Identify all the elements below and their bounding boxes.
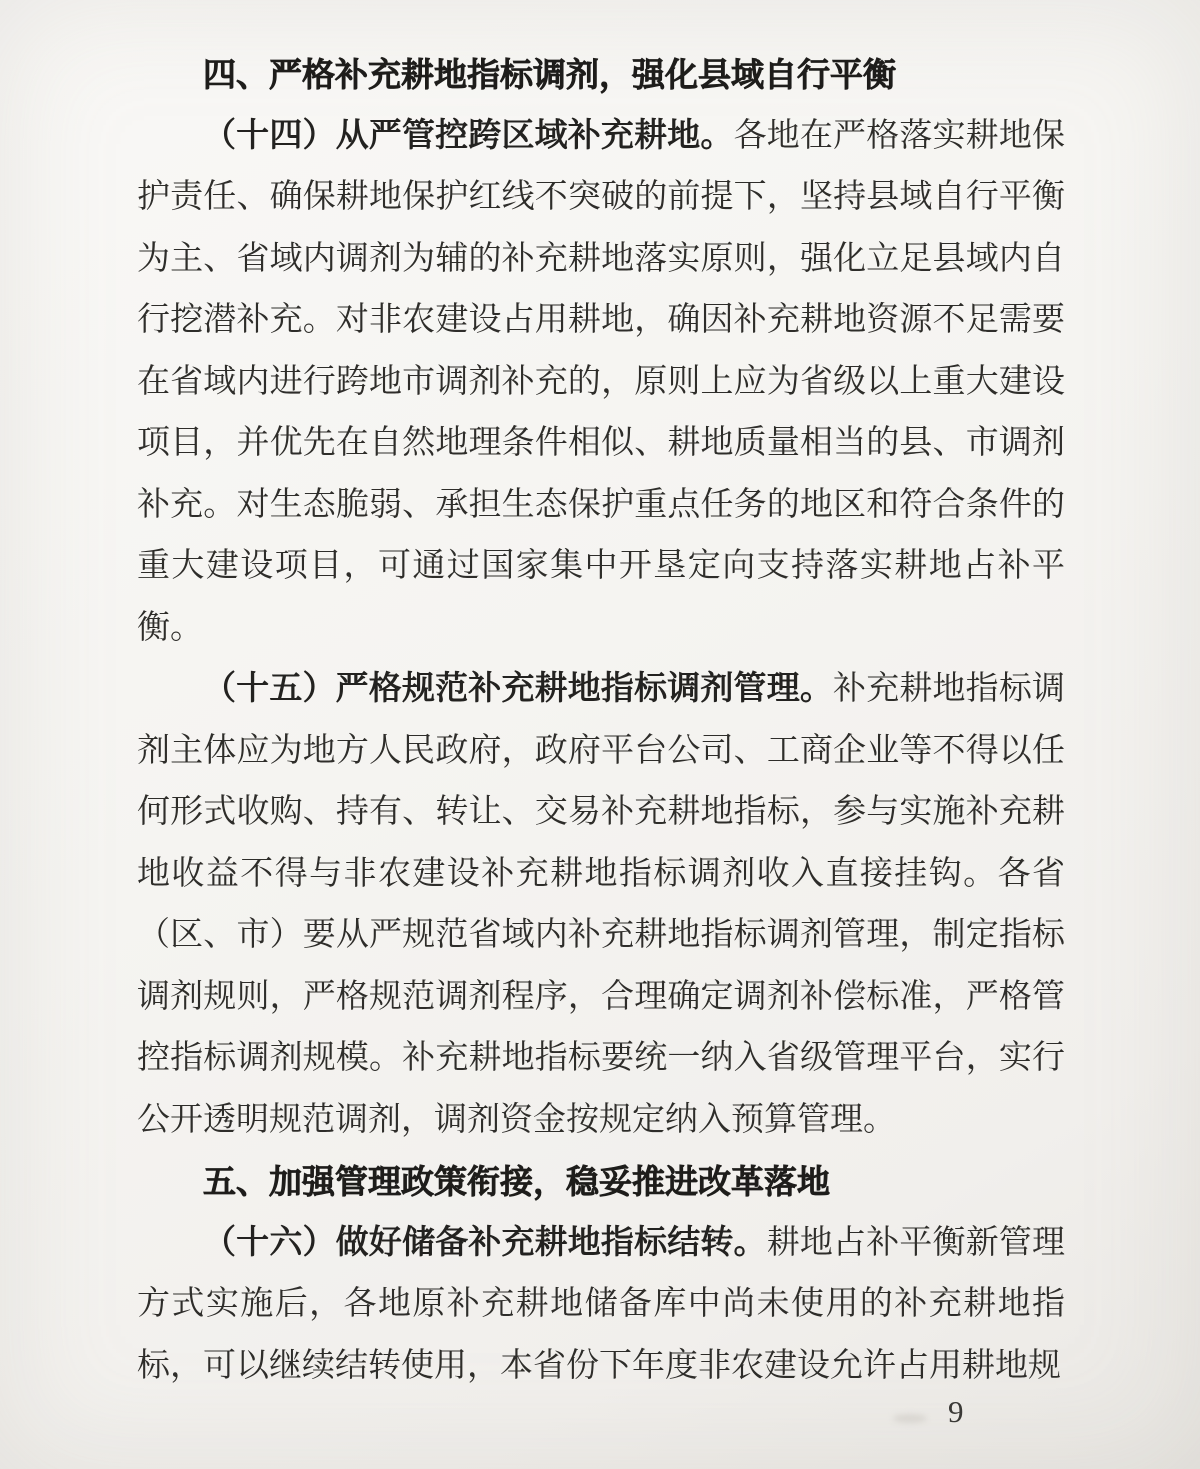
paragraph-15 — [137, 659, 1065, 1151]
paragraph-16-body: 耕地占补平衡新管理方式实施后，各地原补充耕地储备库中尚未使用的补充耕地指标，可以继续结转使用，本省份下年度非农建设允许占用耕地规 — [137, 1224, 1066, 1384]
section-heading-5 — [137, 1151, 1065, 1213]
page-number: 9 — [948, 1394, 964, 1429]
paragraph-16-lead: （十六）做好储备补充耕地指标结转。 — [203, 1224, 767, 1261]
section-heading-5-text: 五、加强管理政策衔接，稳妥推进改革落地 — [203, 1163, 830, 1200]
document-text-block — [137, 44, 1065, 1397]
paragraph-14-lead: （十四）从严管控跨区域补充耕地。 — [203, 117, 734, 154]
section-heading-4 — [137, 44, 1065, 106]
paragraph-14 — [137, 106, 1065, 660]
section-heading-4-text: 四、严格补充耕地指标调剂，强化县域自行平衡 — [203, 56, 896, 93]
paragraph-14-body: 各地在严格落实耕地保护责任、确保耕地保护红线不突破的前提下，坚持县域自行平衡为主、省域内调剂为辅的补充耕地落实原则，强化立足县域内自行挖潜补充。对非农建设占用耕地，确因补充耕地资源不足需要在省域内进行跨地市调剂补充的，原则上应为省级以上重大建设项目，并优先在自然地理条件相似、耕地质量相当的县、市调剂补充。对生态脆弱、承担生态保护重点任务的地区和符合条件的重大建设项目，可通过国家集中开垦定向支持落实耕地占补平衡。 — [137, 117, 1066, 646]
paragraph-15-lead: （十五）严格规范补充耕地指标调剂管理。 — [203, 671, 834, 707]
scan-smudge — [893, 1414, 927, 1423]
paragraph-16 — [137, 1213, 1065, 1398]
paragraph-15-body: 补充耕地指标调剂主体应为地方人民政府，政府平台公司、工商企业等不得以任何形式收购、持有、转让、交易补充耕地指标，参与实施补充耕地收益不得与非农建设补充耕地指标调剂收入直接挂钩。各省（区、市）要从严规范省域内补充耕地指标调剂管理，制定指标调剂规则，严格规范调剂程序，合理确定调剂补偿标准，严格管控指标调剂规模。补充耕地指标要统一纳入省级管理平台，实行公开透明规范调剂，调剂资金按规定纳入预算管理。 — [137, 671, 1066, 1138]
